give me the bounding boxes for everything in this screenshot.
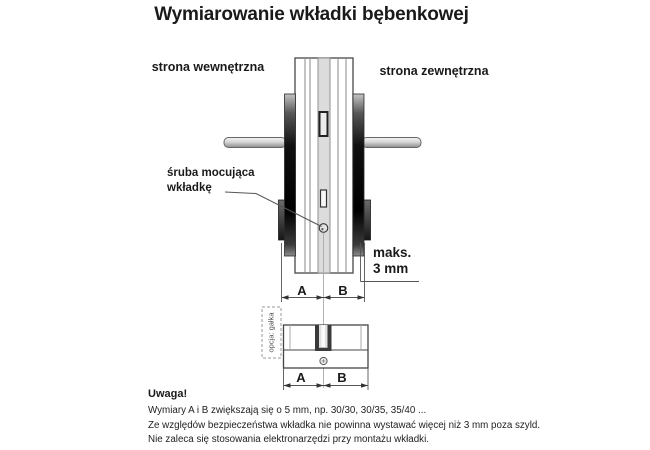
mounting-screw <box>319 224 328 233</box>
outer-side-label: strona zewnętrzna <box>379 64 489 78</box>
dimension-arrow <box>282 295 289 299</box>
cam-slot-wall-left <box>315 325 319 351</box>
cylinder-end-right <box>364 200 371 240</box>
dimension-arrow <box>358 295 365 299</box>
cam-slot-bottom <box>315 348 332 351</box>
mounting-screw-label-line2: wkładkę <box>167 181 212 194</box>
cam-slot-wall-right <box>328 325 332 351</box>
mounting-screw-label-line1: śruba mocująca <box>167 167 255 179</box>
max-protrusion-line2: 3 mm <box>373 260 409 276</box>
mounting-screw-dot <box>321 228 323 230</box>
knob-option-label: opcja: gałka <box>267 312 276 353</box>
lock-channel <box>318 58 330 273</box>
dimension-a-upper: A <box>297 283 307 298</box>
dimension-arrow <box>317 295 324 299</box>
inner-side-label: strona wewnętrzna <box>151 60 265 74</box>
note-line: Wymiary A i B zwiększają się o 5 mm, np. 30/30, 30/35, 35/40 ... <box>148 405 427 416</box>
dimension-b-lower: B <box>337 370 347 385</box>
escutcheon-left <box>285 94 296 256</box>
note-line: Nie zaleca się stosowania elektronarzędzi przy montażu wkładki. <box>148 434 429 446</box>
note-block <box>148 388 608 448</box>
escutcheon-right <box>353 94 364 256</box>
page-title: Wymiarowanie wkładki bębenkowej <box>154 4 469 25</box>
spindle-right <box>362 138 421 148</box>
dimension-arrow <box>324 295 331 299</box>
max-protrusion-line1: maks. <box>373 245 412 260</box>
latch-lower <box>321 190 327 207</box>
latch-upper <box>320 112 328 136</box>
spindle-left <box>224 138 286 148</box>
dimension-b-upper: B <box>338 283 348 298</box>
note-heading: Uwaga! <box>148 388 188 400</box>
max-protrusion-label <box>373 245 411 276</box>
dimension-a-lower: A <box>296 370 306 385</box>
cam-slot-highlight <box>321 325 325 347</box>
note-line: Ze względów bezpieczeństwa wkładka nie powinna wystawać więcej niż 3 mm poza szyld. <box>148 419 541 431</box>
mounting-screw-label <box>167 166 255 195</box>
